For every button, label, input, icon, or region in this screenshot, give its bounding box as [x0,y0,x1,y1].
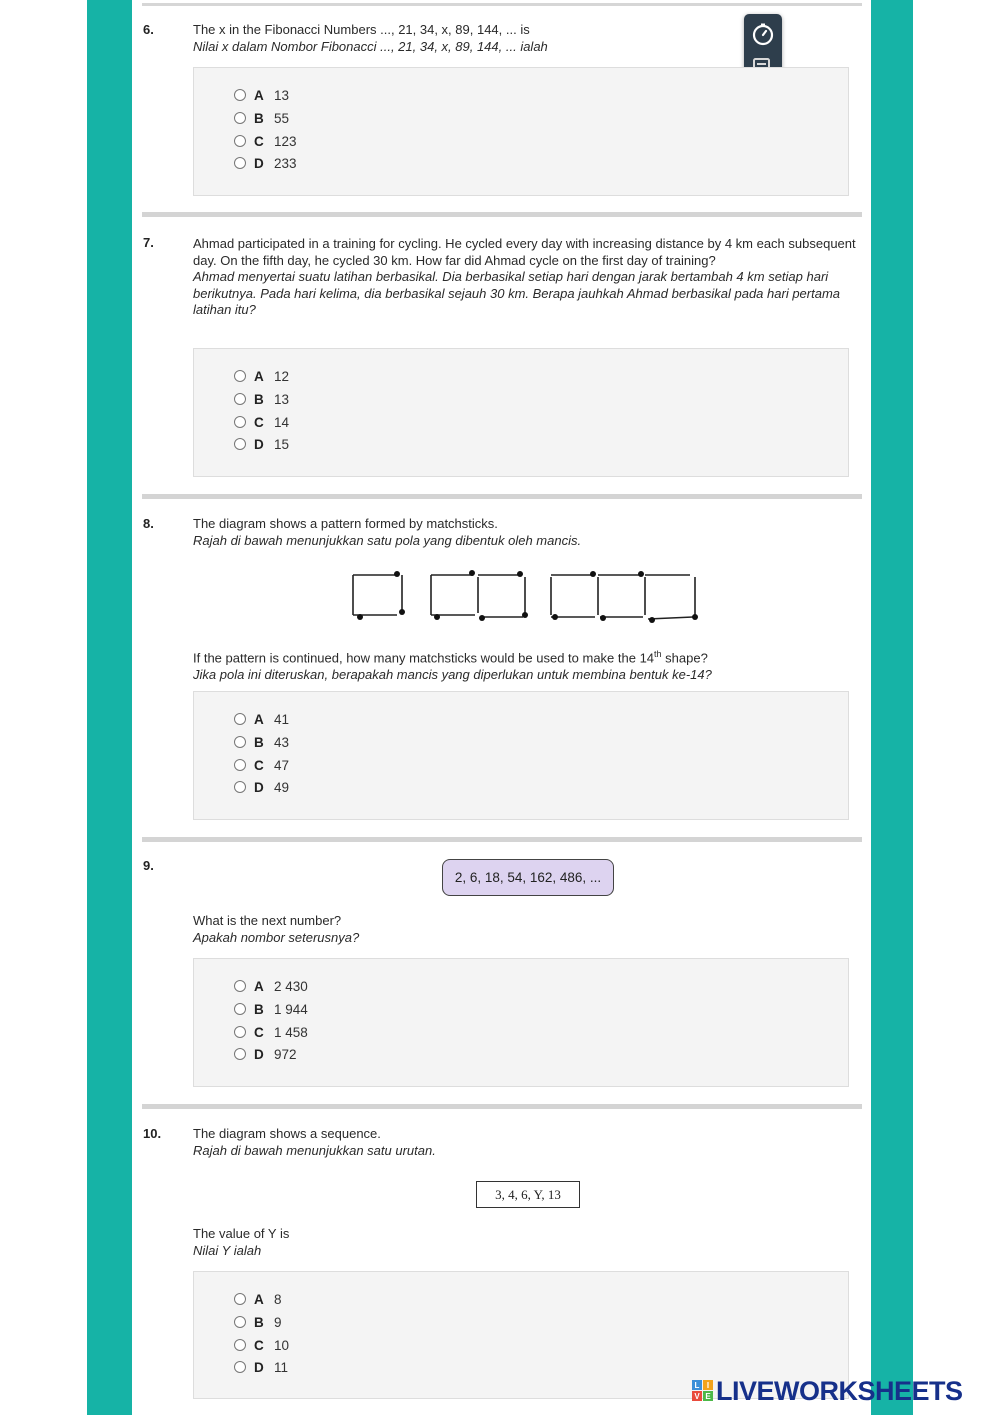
option-d[interactable]: D 972 [234,1045,297,1063]
question-text-en: The diagram shows a sequence. [193,1126,381,1141]
option-c[interactable]: C 10 [234,1336,289,1354]
question-text [193,1126,858,1159]
svg-text:I: I [706,1381,710,1390]
options-box [193,348,849,477]
radio-button[interactable] [234,1048,246,1060]
liveworksheets-logo[interactable] [692,1374,963,1408]
sequence-box: 3, 4, 6, Y, 13 [476,1181,580,1208]
question-text-en: The x in the Fibonacci Numbers ..., 21, 34, x, 89, 144, ... is [193,22,530,37]
question-text-en: What is the next number? [193,913,342,928]
options-box [193,958,849,1087]
teal-band-right [871,0,913,1415]
option-d[interactable]: D 15 [234,435,289,453]
option-b[interactable]: B 55 [234,109,289,127]
question-prompt [193,1226,858,1259]
radio-button[interactable] [234,438,246,450]
question-text [193,236,858,319]
svg-text:E: E [705,1392,711,1401]
svg-text:L: L [694,1381,700,1390]
question-divider [142,1104,862,1109]
radio-button[interactable] [234,1293,246,1305]
question-prompt [193,646,858,683]
question-text [193,22,858,55]
question-number: 10. [143,1126,162,1141]
option-d[interactable]: D 11 [234,1358,288,1376]
radio-button[interactable] [234,1316,246,1328]
question-text-ms: Apakah nombor seterusnya? [193,929,360,945]
question-prompt-ms: Nilai Y ialah [193,1242,262,1258]
option-d[interactable]: D 49 [234,778,289,796]
question-prompt-ms: Jika pola ini diteruskan, berapakah mancis yang diperlukan untuk membina bentuk ke-14? [193,666,712,682]
radio-button[interactable] [234,736,246,748]
radio-button[interactable] [234,370,246,382]
question-prompt-en: If the pattern is continued, how many matchsticks would be used to make the 14th shape? [193,649,708,666]
question-number: 7. [143,235,154,250]
question-number: 6. [143,22,154,37]
question-divider [142,494,862,499]
options-box [193,691,849,820]
logo-text: LIVEWORKSHEETS [716,1375,963,1406]
radio-button[interactable] [234,416,246,428]
option-b[interactable]: B 13 [234,390,289,408]
teal-band-left [87,0,132,1415]
matchstick-shape-3 [551,571,698,623]
matchstick-pattern-diagram [345,565,705,627]
question-number: 9. [143,858,154,873]
radio-button[interactable] [234,1339,246,1351]
option-d[interactable]: D 233 [234,154,297,172]
liveworksheets-logo-icon [692,1380,714,1402]
radio-button[interactable] [234,759,246,771]
option-c[interactable]: C 1 458 [234,1023,308,1041]
radio-button[interactable] [234,89,246,101]
question-text-ms: Rajah di bawah menunjukkan satu urutan. [193,1142,436,1158]
radio-button[interactable] [234,713,246,725]
option-a[interactable]: A 13 [234,86,289,104]
option-c[interactable]: C 47 [234,756,289,774]
question-text [193,516,858,549]
radio-button[interactable] [234,781,246,793]
question-divider [142,212,862,217]
top-divider [142,3,862,6]
question-text-en: The diagram shows a pattern formed by matchsticks. [193,516,498,531]
radio-button[interactable] [234,1026,246,1038]
question-text-ms: Rajah di bawah menunjukkan satu pola yang dibentuk oleh mancis. [193,532,582,548]
radio-button[interactable] [234,112,246,124]
svg-text:V: V [694,1392,700,1401]
matchstick-shape-1 [353,571,405,620]
option-c[interactable]: C 123 [234,132,297,150]
option-a[interactable]: A 2 430 [234,977,308,995]
radio-button[interactable] [234,135,246,147]
option-c[interactable]: C 14 [234,413,289,431]
question-text-ms: Nilai x dalam Nombor Fibonacci ..., 21, 34, x, 89, 144, ... ialah [193,38,548,54]
question-divider [142,837,862,842]
matchstick-shape-2 [431,570,528,621]
radio-button[interactable] [234,1361,246,1373]
option-b[interactable]: B 9 [234,1313,282,1331]
question-text [193,913,858,946]
radio-button[interactable] [234,980,246,992]
options-box [193,67,849,196]
option-b[interactable]: B 43 [234,733,289,751]
question-text-en: Ahmad participated in a training for cycling. He cycled every day with increasing distance by 4 km each subsequent day. On the fifth day, he cycled 30 km. How far did Ahmad cycle on the first day of training? [193,236,856,268]
option-a[interactable]: A 12 [234,367,289,385]
sequence-box: 2, 6, 18, 54, 162, 486, ... [442,859,614,896]
radio-button[interactable] [234,157,246,169]
radio-button[interactable] [234,393,246,405]
option-b[interactable]: B 1 944 [234,1000,308,1018]
option-a[interactable]: A 41 [234,710,289,728]
question-prompt-en: The value of Y is [193,1226,290,1241]
option-a[interactable]: A 8 [234,1290,282,1308]
question-number: 8. [143,516,154,531]
question-text-ms: Ahmad menyertai suatu latihan berbasikal. Dia berbasikal setiap hari dengan jarak bertambah 4 km setiap hari berikutnya. Pada hari kelima, dia berbasikal sejauh 30 km. Berapa jauhkah Ahmad berbasikal pada hari pertama latihan itu? [193,269,841,317]
radio-button[interactable] [234,1003,246,1015]
